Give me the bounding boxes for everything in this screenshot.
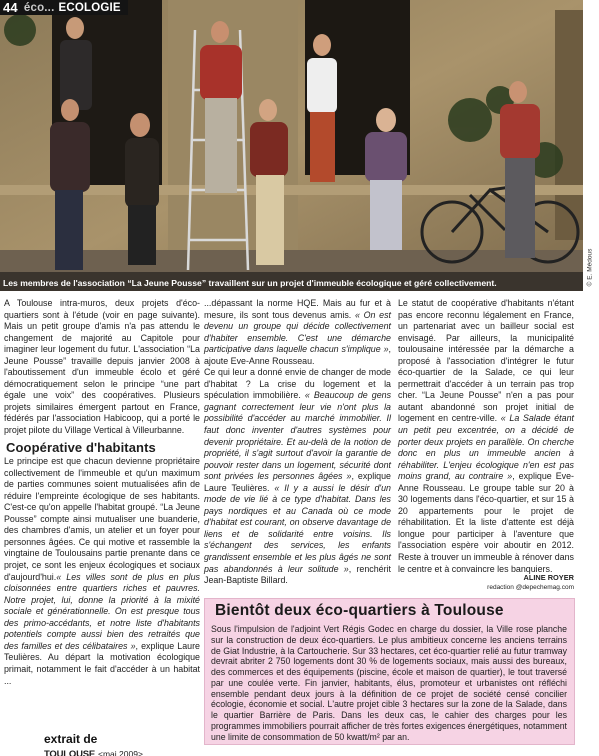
sidebar-box [204, 598, 575, 745]
group-photo [0, 0, 583, 291]
box-title: Bientôt deux éco-quartiers à Toulouse [215, 602, 504, 619]
photo-caption: Les membres de l'association “La Jeune Pousse” travaillent sur un projet d'immeuble écologique et géré collectivement. [3, 277, 497, 288]
section-header [0, 0, 128, 15]
subheading: Coopérative d'habitants [6, 439, 156, 455]
box-text: Sous l'impulsion de l'adjoint Vert Régis Godec en charge du dossier, la Ville rose planche sur la construction de deux éco-quartiers. Le plus ambitieux concerne les anciens terrains de Giat Industrie, à la Cartoucherie. Sur 33 hectares, cet éco-quartier relié au futur tramway devrait abriter 2 750 logements dont 30 % de logements sociaux, mais aussi des bureaux, des commerces et des équipements (piscine, école et maison de quartier), le tout traversé par une coulée verte. Fin janvier, habitants, élus, promoteur et urbanistes ont réfléchi ensemble pendant deux jours à la définition de ce projet de société censé concilier écologie, économie et social. L'autre projet cible 3 hectares sur la zone de la Salade, dans le quartier Barrière de Paris. Dans les deux cas, le cahier des charges pour les programmes immobiliers pourrait afficher de très fortes exigences énergétiques, notamment une limite de consommation de 50 kwatt/m² par an. [211, 624, 567, 742]
paragraph: Le statut de coopérative d'habitants n'étant pas encore reconnu légalement en France, un partenariat avec un bailleur social est envisagé. Par ailleurs, la municipalité toulousaine intéressée par la démarche a proposé à l'association d'intégrer le futur éco-quartier de la Salade, ce qui leur permettrait d'accéder à un terrain pas trop cher. “La Jeune Pousse” n'en a pas pour autant abandonné son projet initial de logement en centre-ville. « La Salade étant un petit peu excentrée, on a décidé de porter deux projets en parallèle. On cherche donc en plus un immeuble ancien à réhabiliter. L'enjeu écologique n'en est pas moins grand, au contraire », explique Eve-Anne Rousseau. Le groupe table sur 20 à 30 logements dans l'éco-quartier, et sur 15 à 20 appartements pour le projet de réhabilitation. Et la liste d'attente est déjà longue pour participer à l'aventure que l'association espère voir aboutir en 2012. Reste à trouver un immeuble à rénover dans le centre et à convaincre les banquiers. [398, 298, 574, 574]
page-number: 44 [3, 0, 18, 15]
paragraph: ...dépassant la norme HQE. Mais au fur et à mesure, ils sont tous devenus amis. « On est devenu un groupe qui décide collectivement d'habiter ensemble. C'est une démarche participative dans laquelle chacun s'implique », ajoute Eve-Anne Rousseau. [204, 298, 392, 366]
footer-magazine: TOULOUSE [44, 749, 96, 756]
photo-credit-container [584, 245, 596, 290]
article-column-1 [4, 298, 200, 687]
article-column-3 [398, 298, 574, 575]
quote: « Il y a aussi le désir d'un mode de vie lié à ce type d'habitat. Dans les pays nordiques et au Canada où ce mode d'habitat est courant, on observe davantage de liens et de solidarité entre voisins. Ils s'échangent des services, les enfants grandissent ensemble et les plus âgés ne sont pas abandonnés à leur solitude » [204, 482, 391, 574]
article-column-2 [204, 298, 391, 587]
paragraph: Le principe est que chacun devienne propriétaire collectivement de l'immeuble et qu'un maximum de parties communes soient mutualisées afin de réduire l'empreinte écologique de ses habitants. C'est-ce qu'on appelle l'habitat groupé. “La Jeune Pousse” compte ainsi mutualiser une buanderie, des chambres d'amis, un atelier et un foyer pour personnes âgées. Ce qui motive et rassemble la vingtaine de Toulousains partie prenante dans ce projet, ce sont les enjeux écologiques et sociaux d'aujourd'hui.« Les villes sont de plus en plus cloisonnées entre quartiers riches et pauvres. Notre projet, lui, donne la priorité à la mixité sociale et générationnelle. On est presque tous des primo-accédants, et notre liste d'habitants potentiels compte aussi bien des retraités que des familles et des célibataires », explique Laure Teulières. Au départ la motivation écologique primait, notamment le fait d'accéder à un habitat ... [4, 456, 200, 686]
footer-label: extrait de [44, 732, 98, 746]
quote: « On est devenu un groupe qui décide collectivement d'habiter ensemble. C'est une démarche participative dans laquelle chacun s'implique » [204, 309, 392, 355]
author-email: redaction @depechemag.com [487, 584, 574, 591]
quote: « Les villes sont de plus en plus cloisonnées entre quartiers riches et pauvres. Notre projet, lui, donne la priorité à la mixité sociale et générationnelle. On est presque tous des primo-accédants, et notre liste d'habitants potentiels compte aussi bien des retraités que des familles et des célibataires » [4, 571, 200, 651]
quote: « La Salade étant un petit peu excentrée, on a décidé de porter deux projets en parallèle. On cherche donc en plus un immeuble ancien à réhabiliter. L'enjeu écologique n'en est pas moins grand, au contraire » [398, 413, 574, 482]
footer-date: <mai 2009> [98, 749, 143, 756]
photo-credit: © E. Médous [586, 248, 594, 287]
paragraph: Ce qui leur a donné envie de changer de mode d'habitat ? La crise du logement et la spéculation immobilière. « Beaucoup de gens gagnant correctement leur vie n'ont plus la possibilité d'accéder au marché immobilier. Il faut donc inventer d'autres systèmes pour devenir propriétaire. Et au-delà de la notion de propriété, il s'agit surtout d'avoir la garantie de pouvoir rester dans un logement, sécurité dont sont privées les personnes âgées », explique Laure Teulières. « Il y a aussi le désir d'un mode de vie lié à ce type d'habitat. Dans les pays nordiques et au Canada où ce mode d'habitat est courant, on observe davantage de liens et de solidarité entre voisins. Ils s'échangent des services, les enfants grandissent ensemble et les plus âgés ne sont pas abandonnés à leur solitude », renchérit Jean-Baptiste Billard. [204, 367, 392, 586]
author-name: ALINE ROYER [523, 573, 574, 582]
quote: « Beaucoup de gens gagnant correctement leur vie n'ont plus la possibilité d'accéder au marché immobilier. Il faut donc inventer d'autres systèmes pour devenir propriétaire. Et au-delà de la notion de propriété, il s'agit surtout d'avoir la garantie de pouvoir rester dans un logement, sécurité dont sont privées les personnes âgées » [204, 390, 392, 482]
topic-label: ECOLOGIE [58, 1, 121, 14]
author-signature [398, 573, 574, 592]
source-footer [44, 733, 143, 756]
section-label: éco... [23, 1, 55, 14]
paragraph: A Toulouse intra-muros, deux projets d'éco-quartiers sont à l'étude (voir en page suivante). Mais un petit groupe d'amis n'a pas attendu le changement de majorité au Capitole pour imaginer leur logement du futur. L'association “La Jeune Pousse” travaille depuis janvier 2008 à l'aboutissement d'un immeuble écolo et géré démocratiquement selon le principe “une part égale une voix” des coopératives. Plusieurs projets similaires émergent partout en France, fédérés par l'association Habicoop, qui a porté le projet pilote du Village Vertical à Villeurbanne. [4, 298, 200, 436]
